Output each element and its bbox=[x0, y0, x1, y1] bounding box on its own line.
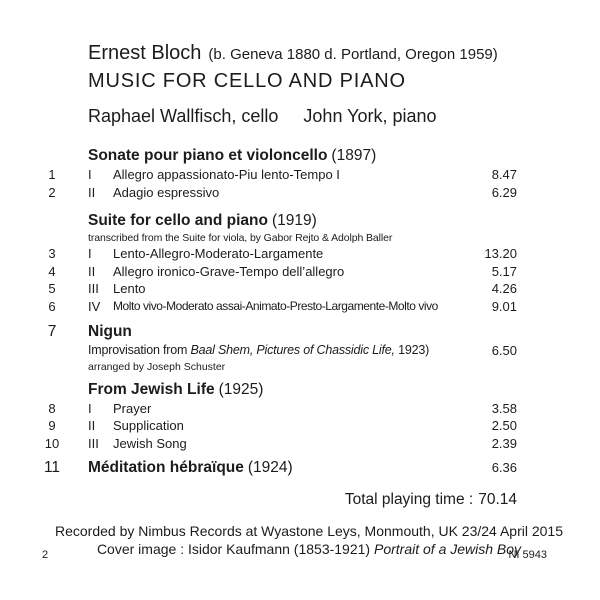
total-playing-time-value: 70.14 bbox=[478, 491, 517, 508]
composer-dates: (b. Geneva 1880 d. Portland, Oregon 1959) bbox=[208, 46, 498, 63]
section-title: Suite for cello and piano bbox=[88, 212, 268, 229]
track-title: Jewish Song bbox=[113, 435, 187, 451]
movement-number: III bbox=[88, 435, 99, 451]
description-prefix: Improvisation from bbox=[88, 343, 191, 357]
cover-painting-title: Portrait of a Jewish Boy bbox=[373, 541, 522, 557]
track-row bbox=[42, 417, 517, 435]
section-heading-jewish-life bbox=[88, 380, 517, 400]
section-year: (1897) bbox=[331, 147, 377, 164]
track-title: Lento-Allegro-Moderato-Largamente bbox=[113, 246, 324, 261]
movement-number: III bbox=[88, 281, 99, 296]
pianist-credit: John York, piano bbox=[303, 106, 437, 126]
performer-credits bbox=[88, 106, 437, 127]
movement-number: II bbox=[88, 418, 96, 433]
track-time: 4.26 bbox=[491, 281, 517, 296]
track-description-row bbox=[42, 342, 517, 360]
track-title: Prayer bbox=[113, 400, 152, 416]
track-number: 3 bbox=[48, 246, 56, 261]
movement-number: II bbox=[88, 184, 96, 200]
track-row bbox=[42, 400, 517, 418]
section-heading-sonate bbox=[88, 146, 517, 166]
description-suffix: 1923) bbox=[394, 343, 430, 357]
total-playing-time bbox=[345, 491, 517, 509]
track-number: 2 bbox=[48, 184, 56, 200]
track-number: 5 bbox=[48, 281, 56, 296]
track-number: 8 bbox=[48, 400, 56, 416]
work-title: Méditation hébraïque bbox=[88, 459, 244, 476]
track-row bbox=[42, 298, 517, 316]
track-time: 3.58 bbox=[491, 400, 517, 416]
track-title: Allegro appassionato-Piu lento-Tempo I bbox=[113, 167, 340, 182]
movement-number: I bbox=[88, 246, 92, 261]
track-row bbox=[42, 245, 517, 263]
section-year: (1919) bbox=[272, 212, 317, 229]
catalog-number: NI 5943 bbox=[508, 549, 547, 561]
track-time: 6.29 bbox=[491, 184, 517, 200]
track-time: 9.01 bbox=[491, 298, 517, 314]
track-row bbox=[42, 184, 517, 202]
track-title: Adagio espressivo bbox=[113, 184, 220, 200]
track-row bbox=[42, 166, 517, 184]
track-time: 2.39 bbox=[491, 435, 517, 451]
movement-number: I bbox=[88, 167, 92, 182]
track-time: 6.50 bbox=[491, 343, 517, 358]
work-title-italic: Baal Shem, Pictures of Chassidic Life, bbox=[190, 343, 395, 357]
track-row-nigun bbox=[42, 322, 517, 342]
section-year: (1925) bbox=[218, 380, 264, 398]
track-number: 11 bbox=[43, 459, 61, 476]
cover-credit-text: Cover image : Isidor Kaufmann (1853-1921) bbox=[96, 541, 374, 557]
track-time: 13.20 bbox=[484, 246, 517, 261]
arranger-note: arranged by Joseph Schuster bbox=[88, 360, 226, 373]
track-time: 5.17 bbox=[491, 263, 517, 279]
composer-name: Ernest Bloch bbox=[88, 42, 202, 64]
track-row bbox=[42, 263, 517, 281]
track-row bbox=[42, 435, 517, 453]
track-title: Nigun bbox=[88, 323, 132, 340]
track-number: 10 bbox=[44, 435, 60, 451]
track-row-meditation bbox=[42, 458, 517, 478]
album-title: MUSIC FOR CELLO AND PIANO bbox=[88, 70, 406, 92]
track-description bbox=[88, 342, 469, 360]
track-number: 9 bbox=[48, 418, 56, 433]
movement-number: II bbox=[88, 263, 96, 279]
track-number: 7 bbox=[47, 323, 57, 340]
track-time: 2.50 bbox=[491, 418, 517, 433]
track-title bbox=[88, 458, 469, 478]
section-subtitle: transcribed from the Suite for viola, by Gabor Rejto & Adolph Baller bbox=[88, 232, 393, 244]
track-title: Allegro ironico-Grave-Tempo dell’allegro bbox=[113, 263, 345, 279]
section-heading-suite bbox=[88, 211, 517, 231]
track-number: 4 bbox=[48, 263, 56, 279]
track-time: 6.36 bbox=[491, 460, 517, 475]
track-title: Supplication bbox=[113, 418, 184, 433]
page-number: 2 bbox=[42, 549, 49, 561]
movement-number: I bbox=[88, 400, 92, 416]
section-title: From Jewish Life bbox=[88, 380, 215, 398]
tracklist bbox=[42, 146, 517, 478]
recording-credit: Recorded by Nimbus Records at Wyastone Leys, Monmouth, UK 23/24 April 2015 bbox=[54, 523, 564, 539]
track-title: Molto vivo-Moderato assai-Animato-Presto-Largamente-Molto vivo bbox=[113, 298, 438, 313]
composer-line bbox=[88, 40, 498, 68]
section-year: (1924) bbox=[247, 459, 293, 476]
track-number: 6 bbox=[48, 298, 56, 314]
track-time: 8.47 bbox=[491, 167, 517, 182]
cellist-credit: Raphael Wallfisch, cello bbox=[88, 106, 279, 126]
track-number: 1 bbox=[48, 167, 56, 182]
movement-number: IV bbox=[88, 298, 101, 314]
track-title: Lento bbox=[113, 281, 146, 296]
section-title: Sonate pour piano et violoncello bbox=[88, 147, 328, 164]
total-playing-time-label: Total playing time : bbox=[344, 491, 474, 508]
track-row bbox=[42, 280, 517, 298]
album-header bbox=[88, 40, 498, 94]
